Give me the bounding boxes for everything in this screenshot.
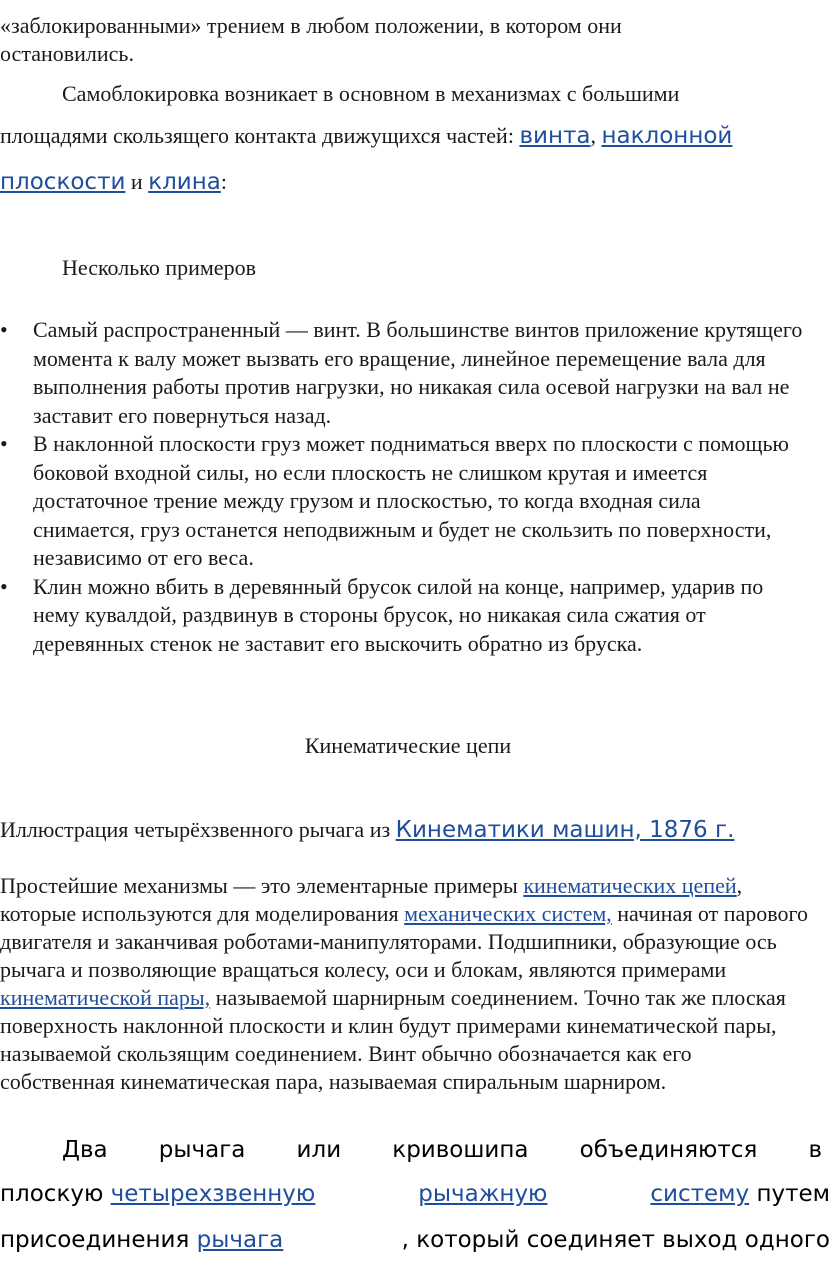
list-item: • Самый распространенный — винт. В большинстве винтов приложение крутящего момента к валу может вызвать его вращение, линейное перемещение вала для выполнения работы против нагрузки, но никакая сила осевой нагрузки на вал не заставит его повернуться назад. bbox=[0, 316, 808, 430]
kinematic-paragraph bbox=[0, 872, 810, 1096]
link-wedge[interactable]: клина bbox=[148, 169, 221, 195]
link-kinematic-chains[interactable]: кинематических цепей bbox=[523, 873, 737, 898]
link-inclined[interactable]: наклонной bbox=[601, 123, 733, 149]
self-lock-line-3 bbox=[0, 168, 227, 196]
levers-line-1: Два рычага или кривошипа объединяются в bbox=[62, 1137, 822, 1163]
levers-text: путем bbox=[749, 1181, 830, 1207]
link-mechanical-systems[interactable]: механических систем, bbox=[404, 901, 612, 926]
self-lock-line-2 bbox=[0, 122, 732, 150]
levers-text: присоединения bbox=[0, 1227, 197, 1253]
colon-text: : bbox=[220, 169, 228, 194]
levers-line-3 bbox=[0, 1226, 830, 1254]
intro-line-1: «заблокированными» трением в любом положении, в котором они bbox=[0, 13, 622, 38]
paragraph-text: называемой шарнирным соединением. Точно так же плоская поверхность наклонной плоскости и клин будут примерами кинематической пары, называемой скользящим соединением. Винт обычно обозначается как его собственная кинематическая пара, называемая спиральным шарниром. bbox=[0, 985, 786, 1094]
link-lever[interactable]: рычага bbox=[196, 1227, 284, 1253]
paragraph-text: Простейшие механизмы — это элементарные примеры bbox=[0, 873, 524, 898]
link-kinematic-pair[interactable]: кинематической пары, bbox=[0, 985, 211, 1010]
link-plane[interactable]: плоскости bbox=[0, 169, 126, 195]
list-item: • В наклонной плоскости груз может подниматься вверх по плоскости с помощью боковой входной силы, но если плоскость не слишком крутая и имеется достаточное трение между грузом и плоскостью, то когда входная сила снимается, груз останется неподвижным и будет не скользить по поверхности, независимо от его веса. bbox=[0, 430, 808, 573]
list-item: • Клин можно вбить в деревянный брусок силой на конце, например, ударив по нему кувалдой, раздвинув в стороны брусок, но никакая сила сжатия от деревянных стенок не заставит его выскочить обратно из бруска. bbox=[0, 573, 808, 659]
paragraph-text: начиная от парового двигателя и заканчивая роботами-манипуляторами. Подшипники, образующие ось рычага и позволяющие вращаться колесу, оси и блокам, являются примерами bbox=[0, 901, 809, 982]
illustration-caption bbox=[0, 816, 734, 844]
link-four-bar-3[interactable]: систему bbox=[650, 1181, 750, 1207]
paragraph-text: , которые используются для моделирования bbox=[0, 873, 743, 926]
intro-line-2: остановились. bbox=[0, 41, 134, 66]
comma: , bbox=[590, 123, 602, 148]
link-four-bar-2[interactable]: рычажную bbox=[418, 1181, 548, 1207]
illustration-text: Иллюстрация четырёхзвенного рычага из bbox=[0, 817, 396, 842]
levers-text: плоскую bbox=[0, 1181, 111, 1207]
examples-list bbox=[0, 316, 808, 658]
kinematic-heading: Кинематические цепи bbox=[304, 733, 512, 758]
examples-heading: Несколько примеров bbox=[62, 255, 256, 280]
levers-line-2 bbox=[0, 1180, 830, 1208]
levers-text: , который соединяет выход одного bbox=[401, 1227, 830, 1253]
self-lock-line-1: Самоблокировка возникает в основном в механизмах с большими bbox=[62, 81, 680, 106]
and-text: и bbox=[125, 169, 149, 194]
link-kinematics-of-machines[interactable]: Кинематики машин, 1876 г. bbox=[395, 817, 735, 843]
levers-line-2-start bbox=[0, 1180, 315, 1208]
self-lock-text: площадями скользящего контакта движущихся частей: bbox=[0, 123, 520, 148]
link-screw[interactable]: винта bbox=[519, 123, 591, 149]
link-four-bar-1[interactable]: четырехзвенную bbox=[110, 1181, 316, 1207]
levers-line-3-start bbox=[0, 1226, 283, 1254]
levers-line-2-end bbox=[650, 1180, 830, 1208]
